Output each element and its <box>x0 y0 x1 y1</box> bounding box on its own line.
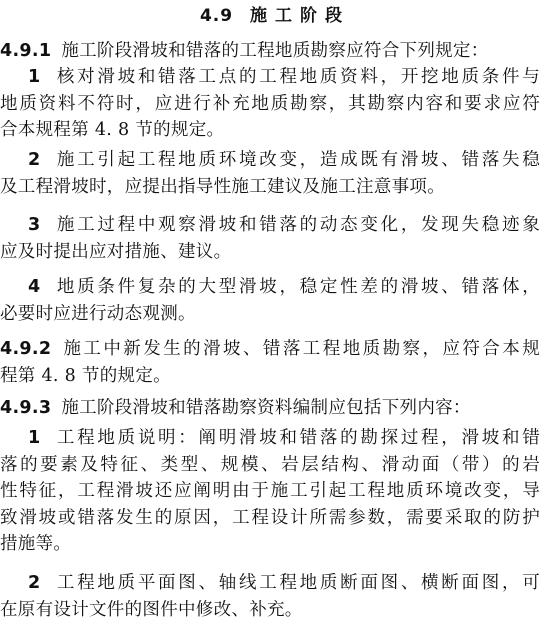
section-title: 施工阶段 <box>250 6 350 26</box>
item-number: 4 <box>28 277 40 297</box>
clause-4-9-2 <box>0 336 540 389</box>
item-number: 2 <box>28 150 40 170</box>
clause-4-9-1 <box>0 38 540 65</box>
clause-4-9-3-header <box>0 395 540 422</box>
clause-4-9-3-item-1 <box>0 425 540 558</box>
clause-text: 施工阶段滑坡和错落勘察资料编制应包括下列内容： <box>61 398 470 418</box>
item-line <box>0 147 540 174</box>
section-number: 4.9 <box>200 6 233 26</box>
item-line: 落的要素及特征、类型、规模、岩层结构、滑动面（带）的岩 <box>0 452 540 479</box>
item-line <box>0 425 540 452</box>
item-line <box>0 212 540 239</box>
item-line: 在原有设计文件的图件中修改、补充。 <box>0 597 540 623</box>
clause-number: 4.9.2 <box>0 339 51 359</box>
item-text: 施工过程中观察滑坡和错落的动态变化，发现失稳迹象 <box>54 215 540 235</box>
clause-4-9-1-header <box>0 38 540 65</box>
item-line: 地质资料不符时，应进行补充地质勘察，其勘察内容和要求应符 <box>0 91 540 118</box>
item-line: 性特征，工程滑坡还应阐明由于施工引起工程地质环境改变，导 <box>0 478 540 505</box>
item-line: 应及时提出应对措施、建议。 <box>0 239 540 266</box>
item-line <box>0 570 540 597</box>
clause-4-9-3-item-2 <box>0 570 540 623</box>
clause-4-9-1-item-3 <box>0 212 540 265</box>
item-text: 核对滑坡和错落工点的工程地质资料，开挖地质条件与 <box>54 67 540 87</box>
clause-line: 程第 4. 8 节的规定。 <box>0 363 540 390</box>
clause-number: 4.9.1 <box>0 41 51 61</box>
clause-4-9-1-item-2 <box>0 147 540 200</box>
clause-number: 4.9.3 <box>0 398 51 418</box>
item-line: 必要时应进行动态观测。 <box>0 301 540 328</box>
clause-text: 施工阶段滑坡和错落的工程地质勘察应符合下列规定： <box>61 41 488 61</box>
item-number: 3 <box>28 215 40 235</box>
item-line: 措施等。 <box>0 531 540 558</box>
clause-text: 施工中新发生的滑坡、错落工程地质勘察，应符合本规 <box>61 339 540 359</box>
item-line <box>0 274 540 301</box>
clause-line <box>0 336 540 363</box>
item-text: 工程地质平面图、轴线工程地质断面图、横断面图，可 <box>54 573 540 593</box>
item-number: 1 <box>28 428 40 448</box>
item-number: 1 <box>28 67 40 87</box>
item-number: 2 <box>28 573 40 593</box>
item-line: 合本规程第 4. 8 节的规定。 <box>0 117 540 144</box>
item-text: 地质条件复杂的大型滑坡，稳定性差的滑坡、错落体， <box>54 277 540 297</box>
clause-4-9-3 <box>0 395 540 422</box>
section-heading <box>0 5 550 27</box>
item-line: 致滑坡或错落发生的原因，工程设计所需参数，需要采取的防护 <box>0 505 540 532</box>
item-line: 及工程滑坡时，应提出指导性施工建议及施工注意事项。 <box>0 174 540 201</box>
item-text: 施工引起工程地质环境改变，造成既有滑坡、错落失稳 <box>54 150 540 170</box>
item-line <box>0 64 540 91</box>
item-text: 工程地质说明：阐明滑坡和错落的勘探过程，滑坡和错 <box>54 428 540 448</box>
clause-4-9-1-item-1 <box>0 64 540 144</box>
clause-4-9-1-item-4 <box>0 274 540 327</box>
